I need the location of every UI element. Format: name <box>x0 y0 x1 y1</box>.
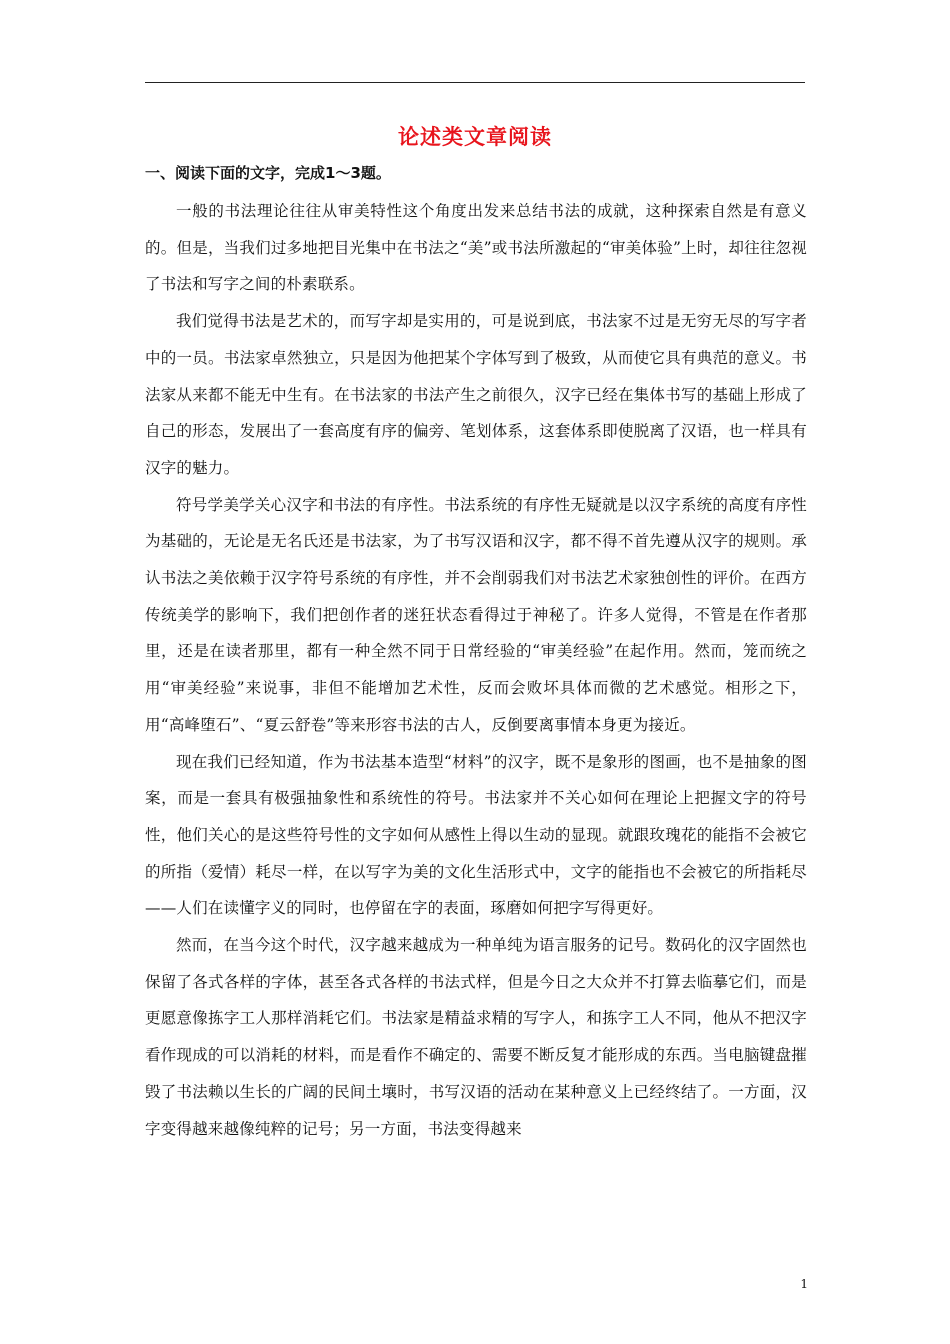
paragraph-5: 然而，在当今这个时代，汉字越来越成为一种单纯为语言服务的记号。数码化的汉字固然也保留了各式各样的字体，甚至各式各样的书法式样，但是今日之大众并不打算去临摹它们，而是更愿意像拣字工人那样消耗它们。书法家是精益求精的写字人，和拣字工人不同，他从不把汉字看作现成的可以消耗的材料，而是看作不确定的、需要不断反复才能形成的东西。当电脑键盘摧毁了书法赖以生长的广阔的民间土壤时，书写汉语的活动在某种意义上已经终结了。一方面，汉字变得越来越像纯粹的记号；另一方面，书法变得越来 <box>145 936 807 1138</box>
section-heading: 一、阅读下面的文字，完成1～3题。 <box>145 164 391 182</box>
paragraph-1: 一般的书法理论往往从审美特性这个角度出发来总结书法的成就，这种探索自然是有意义的。但是，当我们过多地把目光集中在书法之“美”或书法所激起的“审美体验”上时，却往往忽视了书法和写字之间的朴素联系。 <box>145 202 807 294</box>
page-title: 论述类文章阅读 <box>398 125 552 149</box>
article-body <box>145 193 807 1147</box>
header-rule <box>145 82 805 83</box>
paragraph-2: 我们觉得书法是艺术的，而写字却是实用的，可是说到底，书法家不过是无穷无尽的写字者中的一员。书法家卓然独立，只是因为他把某个字体写到了极致，从而使它具有典范的意义。书法家从来都不能无中生有。在书法家的书法产生之前很久，汉字已经在集体书写的基础上形成了自己的形态，发展出了一套高度有序的偏旁、笔划体系，这套体系即使脱离了汉语，也一样具有汉字的魅力。 <box>145 312 807 477</box>
paragraph-4: 现在我们已经知道，作为书法基本造型“材料”的汉字，既不是象形的图画，也不是抽象的图案，而是一套具有极强抽象性和系统性的符号。书法家并不关心如何在理论上把握文字的符号性，他们关心的是这些符号性的文字如何从感性上得以生动的显现。就跟玫瑰花的能指不会被它的所指（爱情）耗尽一样，在以写字为美的文化生活形式中，文字的能指也不会被它的所指耗尽——人们在读懂字义的同时，也停留在字的表面，琢磨如何把字写得更好。 <box>145 752 807 918</box>
page-number: 1 <box>800 1277 808 1291</box>
paragraph-3: 符号学美学关心汉字和书法的有序性。书法系统的有序性无疑就是以汉字系统的高度有序性为基础的，无论是无名氏还是书法家，为了书写汉语和汉字，都不得不首先遵从汉字的规则。承认书法之美依赖于汉字符号系统的有序性，并不会削弱我们对书法艺术家独创性的评价。在西方传统美学的影响下，我们把创作者的迷狂状态看得过于神秘了。许多人觉得，不管是在作者那里，还是在读者那里，都有一种全然不同于日常经验的“审美经验”在起作用。然而，笼而统之用“审美经验”来说事，非但不能增加艺术性，反而会败坏具体而微的艺术感觉。相形之下，用“高峰堕石”、“夏云舒卷”等来形容书法的古人，反倒要离事情本身更为接近。 <box>145 495 807 734</box>
